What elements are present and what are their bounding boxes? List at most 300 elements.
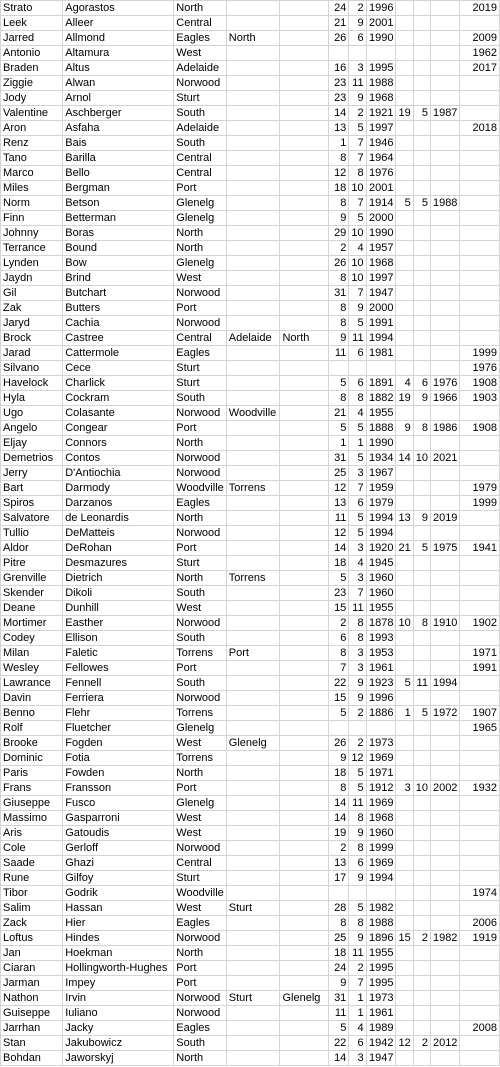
table-cell[interactable]: Glenelg [174, 721, 227, 736]
table-cell[interactable]: 8 [329, 391, 349, 406]
table-cell[interactable]: West [174, 601, 227, 616]
table-cell[interactable] [226, 301, 280, 316]
table-cell[interactable]: Leek [1, 16, 63, 31]
table-cell[interactable]: 1882 [366, 391, 396, 406]
table-cell[interactable]: Braden [1, 61, 63, 76]
table-cell[interactable] [280, 136, 329, 151]
table-cell[interactable] [430, 406, 459, 421]
table-cell[interactable] [280, 286, 329, 301]
table-cell[interactable]: 13 [329, 496, 349, 511]
table-cell[interactable]: 5 [349, 121, 366, 136]
table-cell[interactable]: 2 [413, 1036, 430, 1051]
table-cell[interactable]: 2019 [430, 511, 459, 526]
table-cell[interactable]: 4 [349, 406, 366, 421]
table-cell[interactable] [280, 526, 329, 541]
table-cell[interactable]: Norwood [174, 286, 227, 301]
table-cell[interactable]: North [174, 226, 227, 241]
table-cell[interactable]: 2000 [366, 211, 396, 226]
table-cell[interactable]: 9 [349, 91, 366, 106]
table-cell[interactable] [430, 466, 459, 481]
table-cell[interactable] [396, 61, 413, 76]
table-cell[interactable] [396, 166, 413, 181]
table-cell[interactable] [226, 391, 280, 406]
table-cell[interactable] [413, 211, 430, 226]
table-cell[interactable]: 16 [329, 61, 349, 76]
table-cell[interactable]: Nathon [1, 991, 63, 1006]
table-cell[interactable] [396, 721, 413, 736]
table-cell[interactable] [413, 766, 430, 781]
table-cell[interactable]: 24 [329, 961, 349, 976]
table-cell[interactable] [396, 871, 413, 886]
table-cell[interactable]: 2008 [460, 1021, 500, 1036]
table-cell[interactable] [430, 811, 459, 826]
table-cell[interactable] [460, 751, 500, 766]
table-cell[interactable]: 6 [349, 496, 366, 511]
table-cell[interactable]: 1996 [366, 691, 396, 706]
table-cell[interactable] [329, 46, 349, 61]
table-cell[interactable]: Norwood [174, 931, 227, 946]
table-cell[interactable]: 12 [329, 166, 349, 181]
table-cell[interactable]: 1979 [366, 496, 396, 511]
table-cell[interactable]: Hier [63, 916, 174, 931]
table-cell[interactable]: 3 [349, 1051, 366, 1066]
table-cell[interactable] [226, 691, 280, 706]
table-cell[interactable] [280, 121, 329, 136]
table-cell[interactable] [460, 331, 500, 346]
table-cell[interactable] [460, 406, 500, 421]
table-cell[interactable]: 8 [349, 616, 366, 631]
table-cell[interactable]: 1902 [460, 616, 500, 631]
table-cell[interactable]: 6 [413, 376, 430, 391]
table-cell[interactable] [226, 271, 280, 286]
table-cell[interactable] [280, 466, 329, 481]
table-cell[interactable] [430, 556, 459, 571]
table-cell[interactable]: Gil [1, 286, 63, 301]
table-cell[interactable]: 2 [329, 841, 349, 856]
table-cell[interactable]: Norwood [174, 616, 227, 631]
table-cell[interactable] [226, 1006, 280, 1021]
table-cell[interactable]: 1976 [366, 166, 396, 181]
table-cell[interactable]: Norwood [174, 406, 227, 421]
table-cell[interactable]: 1910 [430, 616, 459, 631]
table-cell[interactable]: Central [174, 856, 227, 871]
table-cell[interactable]: 10 [413, 781, 430, 796]
table-cell[interactable] [226, 541, 280, 556]
table-cell[interactable] [430, 496, 459, 511]
table-cell[interactable]: Norwood [174, 316, 227, 331]
table-cell[interactable] [460, 466, 500, 481]
table-cell[interactable]: 8 [329, 271, 349, 286]
table-cell[interactable] [460, 766, 500, 781]
table-cell[interactable] [226, 721, 280, 736]
table-cell[interactable] [396, 646, 413, 661]
table-cell[interactable]: Jarad [1, 346, 63, 361]
table-cell[interactable]: 10 [413, 451, 430, 466]
table-cell[interactable]: South [174, 391, 227, 406]
table-cell[interactable] [430, 856, 459, 871]
table-cell[interactable] [430, 871, 459, 886]
table-cell[interactable]: Gasparroni [63, 811, 174, 826]
table-cell[interactable] [226, 886, 280, 901]
table-cell[interactable]: 1903 [460, 391, 500, 406]
table-cell[interactable] [460, 571, 500, 586]
table-cell[interactable]: 7 [349, 586, 366, 601]
table-cell[interactable] [396, 466, 413, 481]
table-cell[interactable]: 14 [329, 811, 349, 826]
table-cell[interactable] [413, 1021, 430, 1036]
table-cell[interactable] [460, 976, 500, 991]
table-cell[interactable]: Agorastos [63, 1, 174, 16]
table-cell[interactable] [396, 991, 413, 1006]
table-cell[interactable] [226, 556, 280, 571]
table-cell[interactable]: 22 [329, 1036, 349, 1051]
table-cell[interactable]: North [280, 331, 329, 346]
table-cell[interactable] [396, 346, 413, 361]
table-cell[interactable]: 1988 [366, 76, 396, 91]
table-cell[interactable] [413, 886, 430, 901]
table-cell[interactable]: 1994 [366, 331, 396, 346]
table-cell[interactable]: 12 [396, 1036, 413, 1051]
table-cell[interactable]: Port [174, 301, 227, 316]
table-cell[interactable] [460, 526, 500, 541]
table-cell[interactable]: 2 [349, 736, 366, 751]
table-cell[interactable]: Port [174, 421, 227, 436]
table-cell[interactable]: 5 [349, 781, 366, 796]
table-cell[interactable]: Glenelg [280, 991, 329, 1006]
table-cell[interactable] [396, 601, 413, 616]
table-cell[interactable]: Hyla [1, 391, 63, 406]
table-cell[interactable]: Hindes [63, 931, 174, 946]
table-cell[interactable] [280, 586, 329, 601]
table-cell[interactable] [280, 391, 329, 406]
table-cell[interactable] [280, 886, 329, 901]
table-cell[interactable] [430, 226, 459, 241]
table-cell[interactable]: Antonio [1, 46, 63, 61]
table-cell[interactable]: 1962 [460, 46, 500, 61]
table-cell[interactable]: Central [174, 166, 227, 181]
table-cell[interactable] [226, 706, 280, 721]
table-cell[interactable]: 9 [349, 931, 366, 946]
table-cell[interactable] [396, 811, 413, 826]
table-cell[interactable] [430, 721, 459, 736]
table-cell[interactable]: Arnol [63, 91, 174, 106]
table-cell[interactable]: 9 [329, 751, 349, 766]
table-cell[interactable]: 3 [349, 661, 366, 676]
table-cell[interactable]: Boras [63, 226, 174, 241]
table-cell[interactable] [430, 601, 459, 616]
table-cell[interactable] [226, 286, 280, 301]
table-cell[interactable]: 9 [329, 211, 349, 226]
table-cell[interactable]: 1976 [430, 376, 459, 391]
table-cell[interactable]: Impey [63, 976, 174, 991]
table-cell[interactable]: Port [174, 661, 227, 676]
table-cell[interactable]: Jody [1, 91, 63, 106]
table-cell[interactable] [329, 361, 349, 376]
table-cell[interactable]: South [174, 1036, 227, 1051]
table-cell[interactable] [430, 1006, 459, 1021]
table-cell[interactable] [280, 481, 329, 496]
table-cell[interactable] [413, 1, 430, 16]
table-cell[interactable]: 10 [349, 181, 366, 196]
table-cell[interactable] [226, 436, 280, 451]
table-cell[interactable] [280, 706, 329, 721]
table-cell[interactable]: Torrens [226, 571, 280, 586]
table-cell[interactable]: Cockram [63, 391, 174, 406]
table-cell[interactable]: 1878 [366, 616, 396, 631]
table-cell[interactable]: 1960 [366, 571, 396, 586]
table-cell[interactable]: North [174, 1, 227, 16]
table-cell[interactable]: 1941 [460, 541, 500, 556]
table-cell[interactable]: 5 [396, 676, 413, 691]
table-cell[interactable] [413, 856, 430, 871]
table-cell[interactable] [460, 286, 500, 301]
table-cell[interactable]: Jaryd [1, 316, 63, 331]
table-cell[interactable]: Saade [1, 856, 63, 871]
table-cell[interactable]: 1999 [460, 346, 500, 361]
table-cell[interactable] [430, 526, 459, 541]
table-cell[interactable] [226, 616, 280, 631]
table-cell[interactable]: de Leonardis [63, 511, 174, 526]
table-cell[interactable] [460, 271, 500, 286]
table-cell[interactable]: Salvatore [1, 511, 63, 526]
table-cell[interactable]: Ugo [1, 406, 63, 421]
table-cell[interactable] [280, 46, 329, 61]
table-cell[interactable] [413, 631, 430, 646]
table-cell[interactable]: Glenelg [174, 796, 227, 811]
table-cell[interactable]: 1991 [366, 316, 396, 331]
table-cell[interactable] [396, 211, 413, 226]
table-cell[interactable] [280, 256, 329, 271]
table-cell[interactable]: Strato [1, 1, 63, 16]
table-cell[interactable]: Port [226, 646, 280, 661]
table-cell[interactable]: 26 [329, 31, 349, 46]
table-cell[interactable] [460, 1036, 500, 1051]
table-cell[interactable]: 13 [329, 856, 349, 871]
table-cell[interactable]: 5 [396, 196, 413, 211]
table-cell[interactable]: North [174, 436, 227, 451]
table-cell[interactable] [460, 811, 500, 826]
table-cell[interactable]: 1946 [366, 136, 396, 151]
table-cell[interactable]: 8 [349, 916, 366, 931]
table-cell[interactable]: 5 [329, 376, 349, 391]
table-cell[interactable]: 3 [349, 466, 366, 481]
table-cell[interactable]: 8 [329, 196, 349, 211]
table-cell[interactable] [460, 91, 500, 106]
table-cell[interactable]: 7 [349, 196, 366, 211]
table-cell[interactable]: 5 [413, 196, 430, 211]
table-cell[interactable]: Bergman [63, 181, 174, 196]
table-cell[interactable]: Irvin [63, 991, 174, 1006]
table-cell[interactable]: 23 [329, 76, 349, 91]
table-cell[interactable]: 1964 [366, 151, 396, 166]
table-cell[interactable]: Valentine [1, 106, 63, 121]
table-cell[interactable]: 9 [396, 421, 413, 436]
table-cell[interactable]: 1996 [366, 1, 396, 16]
table-cell[interactable]: Flehr [63, 706, 174, 721]
table-cell[interactable]: Sturt [174, 361, 227, 376]
table-cell[interactable]: 23 [329, 586, 349, 601]
table-cell[interactable]: 1969 [366, 751, 396, 766]
table-cell[interactable]: 1 [349, 1006, 366, 1021]
table-cell[interactable]: 1961 [366, 1006, 396, 1021]
table-cell[interactable] [396, 76, 413, 91]
table-cell[interactable]: 7 [349, 286, 366, 301]
table-cell[interactable] [226, 196, 280, 211]
table-cell[interactable]: Zack [1, 916, 63, 931]
table-cell[interactable] [460, 961, 500, 976]
table-cell[interactable]: 7 [349, 136, 366, 151]
table-cell[interactable] [396, 661, 413, 676]
table-cell[interactable]: 8 [413, 421, 430, 436]
table-cell[interactable]: 2 [349, 106, 366, 121]
table-cell[interactable]: 1 [349, 436, 366, 451]
table-cell[interactable] [280, 511, 329, 526]
table-cell[interactable] [280, 646, 329, 661]
table-cell[interactable] [226, 781, 280, 796]
table-cell[interactable]: 1969 [366, 856, 396, 871]
table-cell[interactable]: Torrens [226, 481, 280, 496]
table-cell[interactable]: 26 [329, 736, 349, 751]
table-cell[interactable] [413, 361, 430, 376]
table-cell[interactable]: Fransson [63, 781, 174, 796]
table-cell[interactable]: Ellison [63, 631, 174, 646]
table-cell[interactable]: 1993 [366, 631, 396, 646]
table-cell[interactable]: Stan [1, 1036, 63, 1051]
table-cell[interactable]: 5 [413, 706, 430, 721]
table-cell[interactable]: 5 [413, 106, 430, 121]
table-cell[interactable]: Miles [1, 181, 63, 196]
table-cell[interactable]: Dunhill [63, 601, 174, 616]
table-cell[interactable]: Desmazures [63, 556, 174, 571]
table-cell[interactable]: Jarman [1, 976, 63, 991]
table-cell[interactable]: 14 [329, 796, 349, 811]
table-cell[interactable]: 1955 [366, 406, 396, 421]
table-cell[interactable]: Codey [1, 631, 63, 646]
table-cell[interactable]: 7 [349, 976, 366, 991]
table-cell[interactable]: 1 [329, 136, 349, 151]
table-cell[interactable] [349, 886, 366, 901]
table-cell[interactable] [280, 106, 329, 121]
table-cell[interactable]: 1994 [430, 676, 459, 691]
table-cell[interactable] [280, 871, 329, 886]
table-cell[interactable]: Cachia [63, 316, 174, 331]
table-cell[interactable] [280, 826, 329, 841]
table-cell[interactable] [226, 466, 280, 481]
table-cell[interactable] [226, 631, 280, 646]
table-cell[interactable] [430, 271, 459, 286]
table-cell[interactable]: South [174, 136, 227, 151]
table-cell[interactable]: 11 [329, 511, 349, 526]
table-cell[interactable] [280, 541, 329, 556]
table-cell[interactable]: South [174, 631, 227, 646]
table-cell[interactable] [226, 811, 280, 826]
table-cell[interactable] [430, 1021, 459, 1036]
table-cell[interactable] [413, 841, 430, 856]
table-cell[interactable] [280, 451, 329, 466]
table-cell[interactable] [226, 346, 280, 361]
table-cell[interactable]: 9 [349, 871, 366, 886]
table-cell[interactable]: 1 [396, 706, 413, 721]
table-cell[interactable]: Adelaide [226, 331, 280, 346]
table-cell[interactable]: Tano [1, 151, 63, 166]
table-cell[interactable]: North [174, 241, 227, 256]
table-cell[interactable]: Butchart [63, 286, 174, 301]
table-cell[interactable]: 1919 [460, 931, 500, 946]
table-cell[interactable] [396, 586, 413, 601]
table-cell[interactable] [396, 976, 413, 991]
table-cell[interactable] [280, 571, 329, 586]
table-cell[interactable]: 1987 [430, 106, 459, 121]
table-cell[interactable]: 18 [329, 181, 349, 196]
table-cell[interactable] [396, 91, 413, 106]
table-cell[interactable]: 1886 [366, 706, 396, 721]
table-cell[interactable]: 2018 [460, 121, 500, 136]
table-cell[interactable]: 1907 [460, 706, 500, 721]
table-cell[interactable]: 14 [329, 541, 349, 556]
table-cell[interactable]: Norwood [174, 451, 227, 466]
table-cell[interactable]: Bohdan [1, 1051, 63, 1066]
table-cell[interactable] [396, 136, 413, 151]
table-cell[interactable] [396, 241, 413, 256]
table-cell[interactable] [460, 136, 500, 151]
table-cell[interactable]: Tibor [1, 886, 63, 901]
table-cell[interactable]: Altus [63, 61, 174, 76]
table-cell[interactable]: 1976 [460, 361, 500, 376]
table-cell[interactable] [413, 751, 430, 766]
table-cell[interactable]: 1955 [366, 601, 396, 616]
table-cell[interactable] [396, 766, 413, 781]
table-cell[interactable] [413, 166, 430, 181]
table-cell[interactable] [413, 571, 430, 586]
table-cell[interactable] [366, 721, 396, 736]
table-cell[interactable]: Benno [1, 706, 63, 721]
table-cell[interactable] [430, 241, 459, 256]
table-cell[interactable]: 1945 [366, 556, 396, 571]
table-cell[interactable]: 1960 [366, 826, 396, 841]
table-cell[interactable] [396, 226, 413, 241]
table-cell[interactable]: Massimo [1, 811, 63, 826]
table-cell[interactable] [413, 301, 430, 316]
table-cell[interactable] [430, 151, 459, 166]
table-cell[interactable]: Glenelg [174, 211, 227, 226]
table-cell[interactable]: Spiros [1, 496, 63, 511]
table-cell[interactable]: 5 [349, 211, 366, 226]
table-cell[interactable] [413, 316, 430, 331]
table-cell[interactable]: Gilfoy [63, 871, 174, 886]
table-cell[interactable]: 5 [413, 541, 430, 556]
table-cell[interactable]: 11 [349, 796, 366, 811]
table-cell[interactable] [396, 691, 413, 706]
table-cell[interactable] [460, 556, 500, 571]
table-cell[interactable]: 15 [329, 691, 349, 706]
table-cell[interactable]: Lynden [1, 256, 63, 271]
table-cell[interactable]: 1995 [366, 961, 396, 976]
table-cell[interactable] [280, 91, 329, 106]
table-cell[interactable] [396, 526, 413, 541]
table-cell[interactable]: Central [174, 151, 227, 166]
table-cell[interactable]: Fellowes [63, 661, 174, 676]
table-cell[interactable] [413, 991, 430, 1006]
table-cell[interactable]: 1 [349, 991, 366, 1006]
table-cell[interactable] [413, 1051, 430, 1066]
table-cell[interactable]: 8 [349, 391, 366, 406]
table-cell[interactable] [396, 1, 413, 16]
table-cell[interactable]: Sturt [226, 991, 280, 1006]
table-cell[interactable] [226, 451, 280, 466]
table-cell[interactable]: Glenelg [174, 196, 227, 211]
table-cell[interactable]: 14 [329, 106, 349, 121]
table-cell[interactable]: Contos [63, 451, 174, 466]
